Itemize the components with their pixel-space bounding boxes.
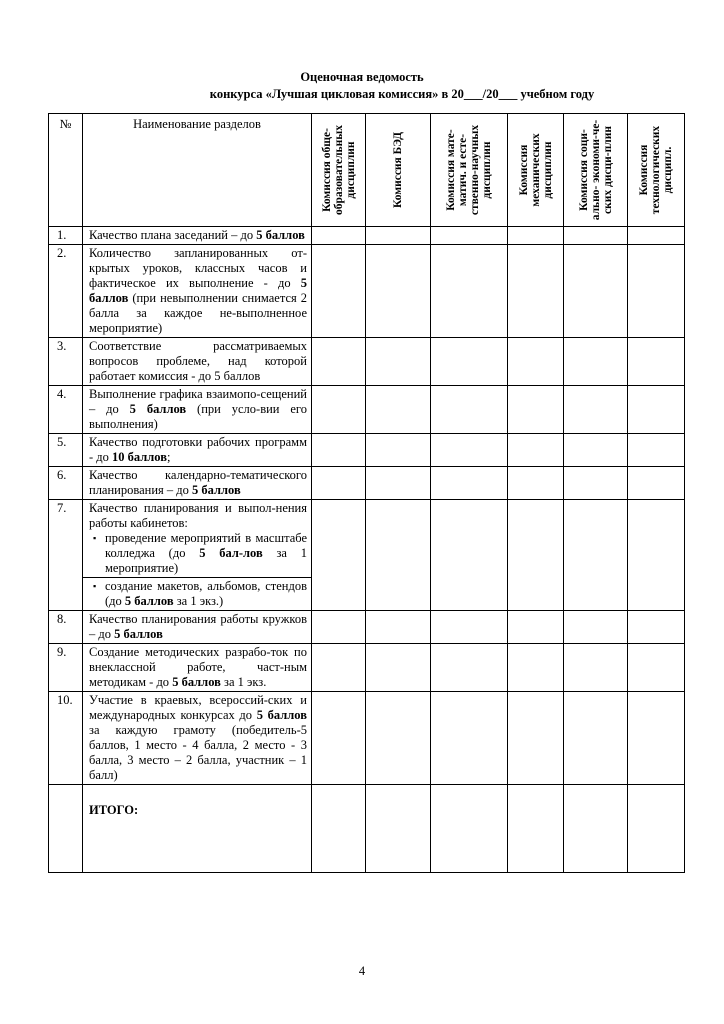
text-span: Качество планирования и выпол-нения работы кабинетов: xyxy=(89,501,307,530)
row-number: 8. xyxy=(49,611,83,644)
commission-label: Комиссия механических дисциплин xyxy=(517,133,554,207)
table-row xyxy=(49,611,685,644)
commission-label: Комиссия технологических дисципл. xyxy=(638,125,674,215)
row-description xyxy=(83,611,312,644)
score-cell[interactable] xyxy=(628,467,685,500)
row-description xyxy=(83,578,312,611)
score-cell[interactable] xyxy=(564,692,628,785)
score-cell[interactable] xyxy=(628,434,685,467)
total-cell[interactable] xyxy=(431,785,508,873)
score-cell[interactable] xyxy=(312,692,366,785)
score-cell[interactable] xyxy=(564,227,628,245)
score-cell[interactable] xyxy=(431,434,508,467)
total-row xyxy=(49,785,685,873)
text-span: ; xyxy=(166,450,171,464)
bullet-icon: ▪ xyxy=(93,533,97,543)
score-cell[interactable] xyxy=(564,611,628,644)
document-subtitle: конкурса «Лучшая цикловая комиссия» в 20___/20___ учебном году xyxy=(209,87,595,101)
score-cell[interactable] xyxy=(312,467,366,500)
score-cell[interactable] xyxy=(312,227,366,245)
text-span: Соответствие рассматриваемых вопросов проблеме, над которой работает комиссия - до 5 баллов xyxy=(89,339,307,383)
column-header-name: Наименование разделов xyxy=(83,114,312,227)
score-cell[interactable] xyxy=(431,386,508,434)
score-cell[interactable] xyxy=(508,434,564,467)
score-cell[interactable] xyxy=(366,692,431,785)
score-cell[interactable] xyxy=(431,500,508,611)
score-cell[interactable] xyxy=(508,467,564,500)
table-row xyxy=(49,227,685,245)
text-bold: 5 баллов xyxy=(192,483,241,497)
row-description xyxy=(83,386,312,434)
text-span: Количество запланированных от-крытых уроков, классных часов и фактическое их выполнение - до xyxy=(89,246,307,290)
score-cell[interactable] xyxy=(508,338,564,386)
row-description xyxy=(83,338,312,386)
text-bold: 5 бал-лов xyxy=(199,546,263,560)
row-number: 3. xyxy=(49,338,83,386)
score-cell[interactable] xyxy=(312,338,366,386)
bullet-icon: ▪ xyxy=(93,581,97,591)
table-row xyxy=(49,338,685,386)
document-title: Оценочная ведомость xyxy=(300,70,424,84)
score-cell[interactable] xyxy=(366,227,431,245)
score-cell[interactable] xyxy=(508,500,564,611)
total-cell[interactable] xyxy=(564,785,628,873)
text-bold: 5 баллов xyxy=(89,276,307,305)
score-cell[interactable] xyxy=(564,245,628,338)
row-number: 7. xyxy=(49,500,83,611)
score-cell[interactable] xyxy=(312,245,366,338)
score-cell[interactable] xyxy=(431,227,508,245)
table-row xyxy=(49,245,685,338)
score-cell[interactable] xyxy=(508,611,564,644)
score-cell[interactable] xyxy=(366,386,431,434)
score-cell[interactable] xyxy=(508,692,564,785)
text-bold: 5 баллов xyxy=(124,594,174,608)
score-cell[interactable] xyxy=(564,467,628,500)
text-span: (при усло-вии его выполнения) xyxy=(89,402,307,431)
text-span: Выполнение графика взаимопо-сещений – до xyxy=(89,387,307,416)
empty-number-cell xyxy=(49,785,83,873)
evaluation-table xyxy=(48,113,685,873)
text-span: Качество плана заседаний – до xyxy=(89,228,257,242)
bullet-item xyxy=(89,531,307,576)
text-span: за каждую грамоту (победитель-5 баллов, 1 место - 4 балла, 2 место - 3 балла, 3 место – 2 балла, участник – 1 балл) xyxy=(89,723,307,782)
row-number: 2. xyxy=(49,245,83,338)
score-cell[interactable] xyxy=(312,644,366,692)
score-cell[interactable] xyxy=(564,500,628,611)
header-row xyxy=(49,114,685,227)
score-cell[interactable] xyxy=(431,692,508,785)
row-description xyxy=(83,434,312,467)
row-number: 10. xyxy=(49,692,83,785)
commission-label: Комиссия обще-образовательных дисциплин xyxy=(320,125,357,215)
score-cell[interactable] xyxy=(628,644,685,692)
bullet-item xyxy=(89,579,307,609)
total-label: ИТОГО: xyxy=(83,785,312,873)
column-header-commission xyxy=(628,114,685,227)
text-span: за 1 экз.) xyxy=(173,594,224,608)
row-description xyxy=(83,500,312,578)
text-bold: 5 баллов xyxy=(129,402,187,416)
column-header-commission xyxy=(431,114,508,227)
row-number: 6. xyxy=(49,467,83,500)
column-header-commission xyxy=(508,114,564,227)
score-cell[interactable] xyxy=(628,386,685,434)
score-cell[interactable] xyxy=(366,245,431,338)
text-bold: 10 баллов xyxy=(112,450,167,464)
score-cell[interactable] xyxy=(564,434,628,467)
score-cell[interactable] xyxy=(366,611,431,644)
row-number: 9. xyxy=(49,644,83,692)
text-span: за 1 экз. xyxy=(220,675,267,689)
score-cell[interactable] xyxy=(564,386,628,434)
table-row xyxy=(49,386,685,434)
text-bold: 5 баллов xyxy=(256,708,307,722)
bullet-text xyxy=(105,579,307,609)
text-span: (при невыполнении снимается 2 балла за каждое не-выполненное мероприятие) xyxy=(89,291,307,335)
text-span: создание макетов, альбомов, стендов (до xyxy=(105,579,307,608)
total-cell[interactable] xyxy=(366,785,431,873)
commission-label: Комиссия соци-ально- экономи-че-ских дисци-плин xyxy=(577,119,614,221)
score-cell[interactable] xyxy=(366,434,431,467)
row-number: 4. xyxy=(49,386,83,434)
score-cell[interactable] xyxy=(431,644,508,692)
score-cell[interactable] xyxy=(508,386,564,434)
score-cell[interactable] xyxy=(564,644,628,692)
row-number: 5. xyxy=(49,434,83,467)
table-row xyxy=(49,434,685,467)
total-cell[interactable] xyxy=(508,785,564,873)
score-cell[interactable] xyxy=(628,245,685,338)
score-cell[interactable] xyxy=(366,500,431,611)
score-cell[interactable] xyxy=(431,611,508,644)
score-cell[interactable] xyxy=(366,338,431,386)
row-description xyxy=(83,467,312,500)
table-row xyxy=(49,467,685,500)
text-span: Участие в краевых, всероссий-ских и международных конкурсах до xyxy=(89,693,307,722)
score-cell[interactable] xyxy=(312,386,366,434)
score-cell[interactable] xyxy=(628,338,685,386)
text-bold: 5 баллов xyxy=(256,228,305,242)
text-span: Создание методических разрабо-ток по внеклассной работе, част-ным методикам - до xyxy=(89,645,307,689)
text-span: Качество планирования работы кружков – до xyxy=(89,612,307,641)
score-cell[interactable] xyxy=(508,227,564,245)
score-cell[interactable] xyxy=(628,500,685,611)
total-cell[interactable] xyxy=(628,785,685,873)
score-cell[interactable] xyxy=(508,644,564,692)
total-cell[interactable] xyxy=(312,785,366,873)
score-cell[interactable] xyxy=(366,467,431,500)
page-number: 4 xyxy=(358,964,366,978)
score-cell[interactable] xyxy=(628,227,685,245)
text-bold: 5 баллов xyxy=(114,627,163,641)
score-cell[interactable] xyxy=(564,338,628,386)
text-span: проведение мероприятий в масштабе колледжа (до xyxy=(105,531,307,560)
row-description xyxy=(83,644,312,692)
score-cell[interactable] xyxy=(628,611,685,644)
score-cell[interactable] xyxy=(431,245,508,338)
commission-label: Комиссия мате-матич. и есте-ственно-научных дисциплин xyxy=(445,124,493,216)
text-span: Качество календарно-тематического планирования – до xyxy=(89,468,307,497)
score-cell[interactable] xyxy=(508,245,564,338)
score-cell[interactable] xyxy=(431,338,508,386)
table-row xyxy=(49,692,685,785)
column-header-commission xyxy=(312,114,366,227)
row-description xyxy=(83,245,312,338)
row-number: 1. xyxy=(49,227,83,245)
text-bold: 5 баллов xyxy=(172,675,221,689)
text-span: Качество подготовки рабочих программ - до xyxy=(89,435,307,464)
text-span: за 1 мероприятие) xyxy=(105,546,307,575)
bullet-text xyxy=(105,531,307,576)
score-cell[interactable] xyxy=(431,467,508,500)
score-cell[interactable] xyxy=(312,500,366,611)
row-description xyxy=(83,227,312,245)
table-row xyxy=(49,644,685,692)
table-row xyxy=(49,500,685,578)
column-header-commission xyxy=(564,114,628,227)
score-cell[interactable] xyxy=(312,611,366,644)
score-cell[interactable] xyxy=(312,434,366,467)
score-cell[interactable] xyxy=(628,692,685,785)
score-cell[interactable] xyxy=(366,644,431,692)
commission-label: Комиссия БЭД xyxy=(392,131,404,209)
row-description xyxy=(83,692,312,785)
column-header-commission xyxy=(366,114,431,227)
column-header-number: № xyxy=(49,114,83,227)
